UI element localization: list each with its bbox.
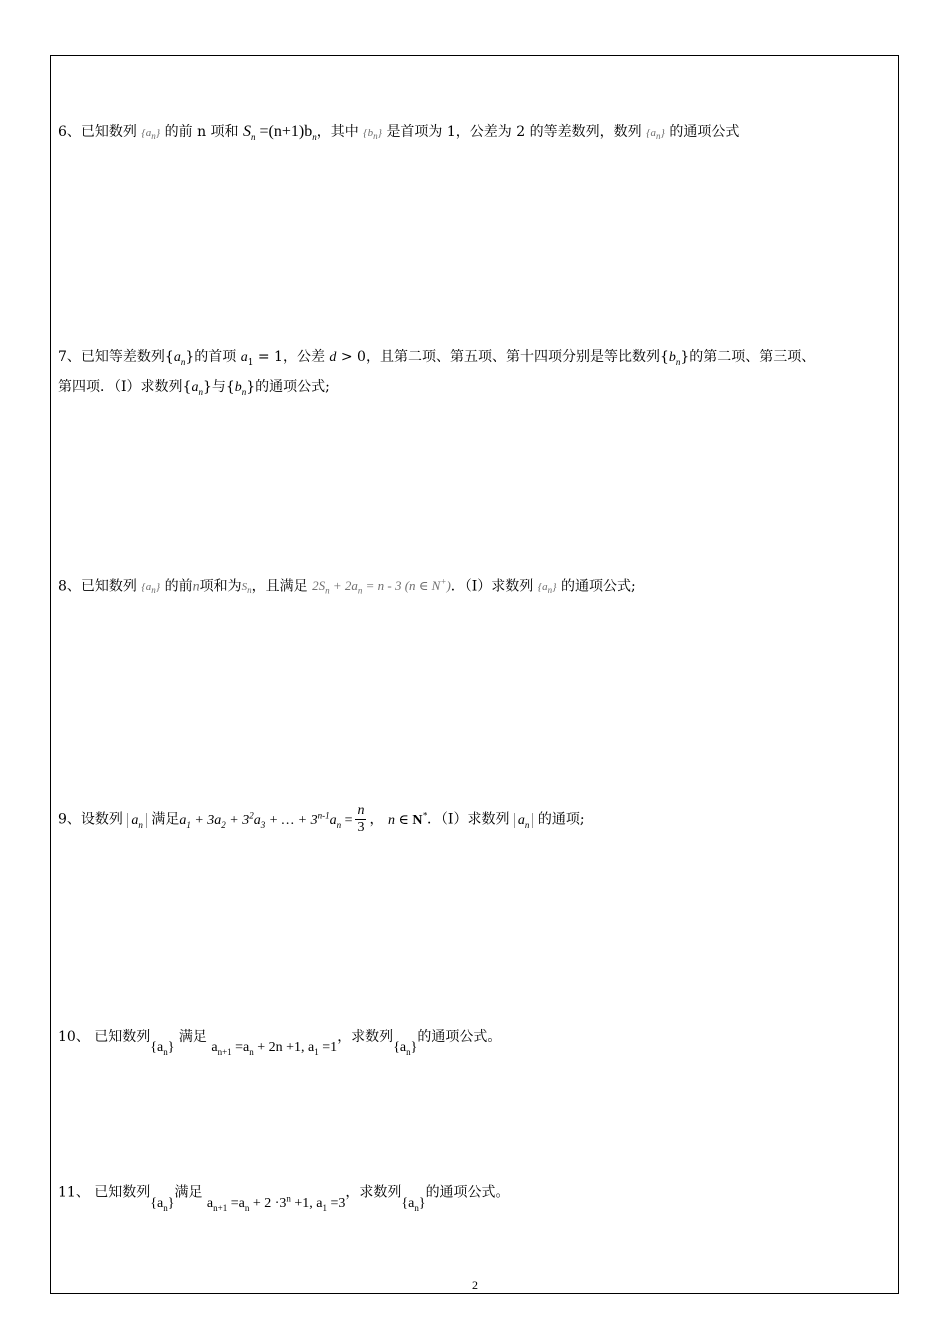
text: 的通项公式。 xyxy=(417,1029,502,1045)
text: 的通项公式; xyxy=(561,578,636,595)
math-sequence-a: $\{a_n\}$ xyxy=(150,1195,175,1213)
math-sequence-a: $\{a_n\}$ xyxy=(401,1195,426,1213)
text: 是首项为 1，公差为 2 的等差数列，数列 xyxy=(386,124,642,140)
text: 设数列 xyxy=(80,811,123,828)
question-number: 9、 xyxy=(58,811,81,828)
math-sequence-a: $\{a_n\}$ xyxy=(646,127,665,142)
math-recurrence: $a_{n+1} =a_n + 2 \cdot 3^n +1$, $a_1 =3$ xyxy=(206,1193,346,1213)
math-sequence-a: $\{a_n\}$ xyxy=(141,581,161,596)
question-7-line-2: 第四项．（Ⅰ）求数列$\{a_n\}$与$\{b_n\}$的通项公式; xyxy=(58,378,330,397)
text: ．（Ⅰ）求数列 xyxy=(450,578,534,595)
question-8 xyxy=(58,570,893,603)
math-n: n xyxy=(192,579,200,595)
text: 满足 xyxy=(151,811,180,828)
question-9 xyxy=(58,800,893,839)
text: ，求数列 xyxy=(345,1184,402,1201)
question-11 xyxy=(58,1176,893,1213)
math-sequence-a: $\{a_n\}$ xyxy=(393,1040,418,1057)
math-sequence-a: $a_n$ xyxy=(127,813,147,828)
text: 的通项公式 xyxy=(669,124,740,140)
math-sn: $S_n$ xyxy=(241,581,252,596)
math-sequence-a: $\{a_n\}$ xyxy=(537,581,557,596)
math-set: n ∈ N* xyxy=(387,810,427,828)
question-number: 8、 xyxy=(58,578,81,595)
question-number: 6、 xyxy=(58,124,81,140)
math-sequence-a: $a_n$ xyxy=(514,813,534,828)
text: 已知数列 xyxy=(94,1184,151,1201)
text: 的通项公式。 xyxy=(425,1184,510,1201)
question-10 xyxy=(58,1025,893,1057)
text: ，其中 xyxy=(316,124,359,140)
text: ， xyxy=(369,811,384,828)
text: ．（Ⅰ）求数列 xyxy=(426,811,510,828)
math-recurrence: $a_{n+1} =a_n + 2n +1$, $a_1 =1$ xyxy=(211,1040,338,1057)
question-7 xyxy=(58,345,893,404)
text: 满足 xyxy=(174,1184,203,1201)
math-sequence-a: $\{a_n\}$ xyxy=(141,127,161,142)
question-number: 10、 xyxy=(58,1029,90,1045)
text: 的通项; xyxy=(537,811,585,828)
page-border xyxy=(50,55,899,1294)
question-7-line-1: 7、已知等差数列$\{a_n\}$的首项 $a_1 = 1$，公差 d > 0，且第二项、第五项、第十四项分别是等比数列$\{b_n\}$的第二项、第三项、 xyxy=(58,349,816,368)
text: 已知数列 xyxy=(94,1029,151,1045)
math-sequence-b: $\{b_n\}$ xyxy=(363,127,382,142)
text: ，求数列 xyxy=(337,1029,394,1045)
text: ，且满足 xyxy=(251,578,308,595)
page-number: 2 xyxy=(472,1278,478,1292)
math-formula-sn: $S_n =(n+1)b_n$ xyxy=(243,123,317,143)
question-number: 11、 xyxy=(58,1184,90,1201)
math-equation: $a_1 + 3a_2 + 3^2a_3$ + … + $3^{n-1}a_n$ = xyxy=(179,810,353,830)
math-equation: $2S_n + 2a_n = n - 3$ (n ∈ N+) xyxy=(312,577,451,596)
text: 已知数列 xyxy=(80,578,137,595)
text: 的前 xyxy=(164,578,193,595)
text: 项和为 xyxy=(199,578,242,595)
question-6 xyxy=(58,120,893,149)
math-fraction: $\frac{n}{3}$ xyxy=(357,803,365,836)
math-sequence-a: $\{a_n\}$ xyxy=(150,1040,175,1057)
text: 已知数列 xyxy=(80,124,137,140)
text: 的前 n 项和 xyxy=(164,124,239,140)
text: 满足 xyxy=(178,1029,207,1045)
